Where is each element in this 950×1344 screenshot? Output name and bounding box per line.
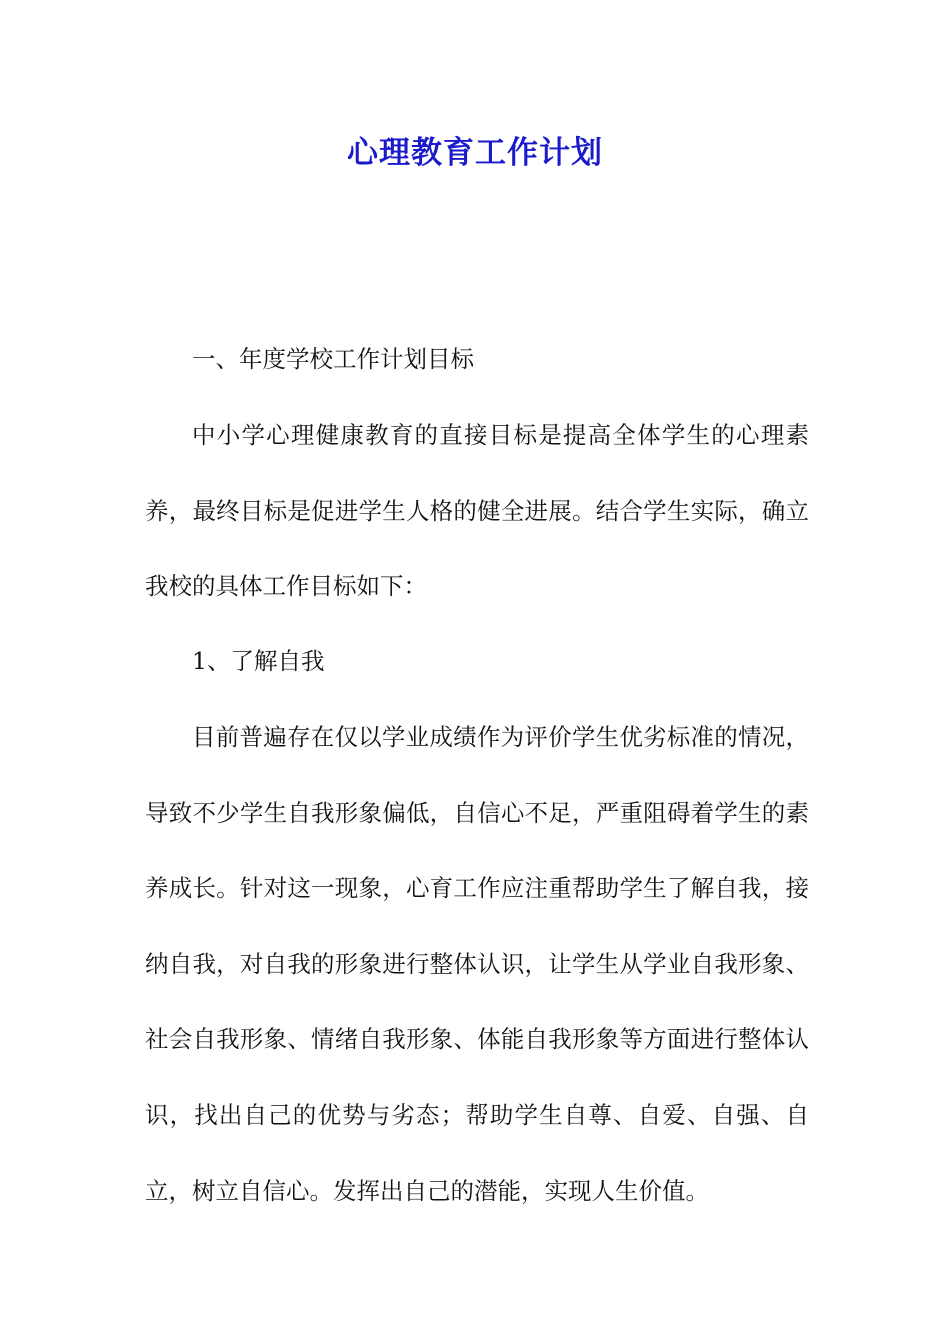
document-title: 心理教育工作计划 [347, 135, 603, 171]
section-heading-1 [145, 322, 809, 398]
paragraph-2 [145, 700, 809, 1229]
section-heading-2 [145, 624, 809, 700]
paragraph-2-text: 目前普遍存在仅以学业成绩作为评价学生优劣标准的情况，导致不少学生自我形象偏低，自信心不足，严重阻碍着学生的素养成长。针对这一现象，心育工作应注重帮助学生了解自我，接纳自我，对自我的形象进行整体认识，让学生从学业自我形象、社会自我形象、情绪自我形象、体能自我形象等方面进行整体认识，找出自己的优势与劣态；帮助学生自尊、自爱、自强、自立，树立自信心。发挥出自己的潜能，实现人生价值。 [145, 723, 809, 1205]
section-heading-2-text: 1、了解自我 [192, 647, 325, 675]
section-heading-1-text: 一、年度学校工作计划目标 [192, 345, 474, 373]
paragraph-1 [145, 398, 809, 625]
paragraph-1-text: 中小学心理健康教育的直接目标是提高全体学生的心理素养，最终目标是促进学生人格的健全进展。结合学生实际，确立我校的具体工作目标如下： [145, 421, 809, 601]
